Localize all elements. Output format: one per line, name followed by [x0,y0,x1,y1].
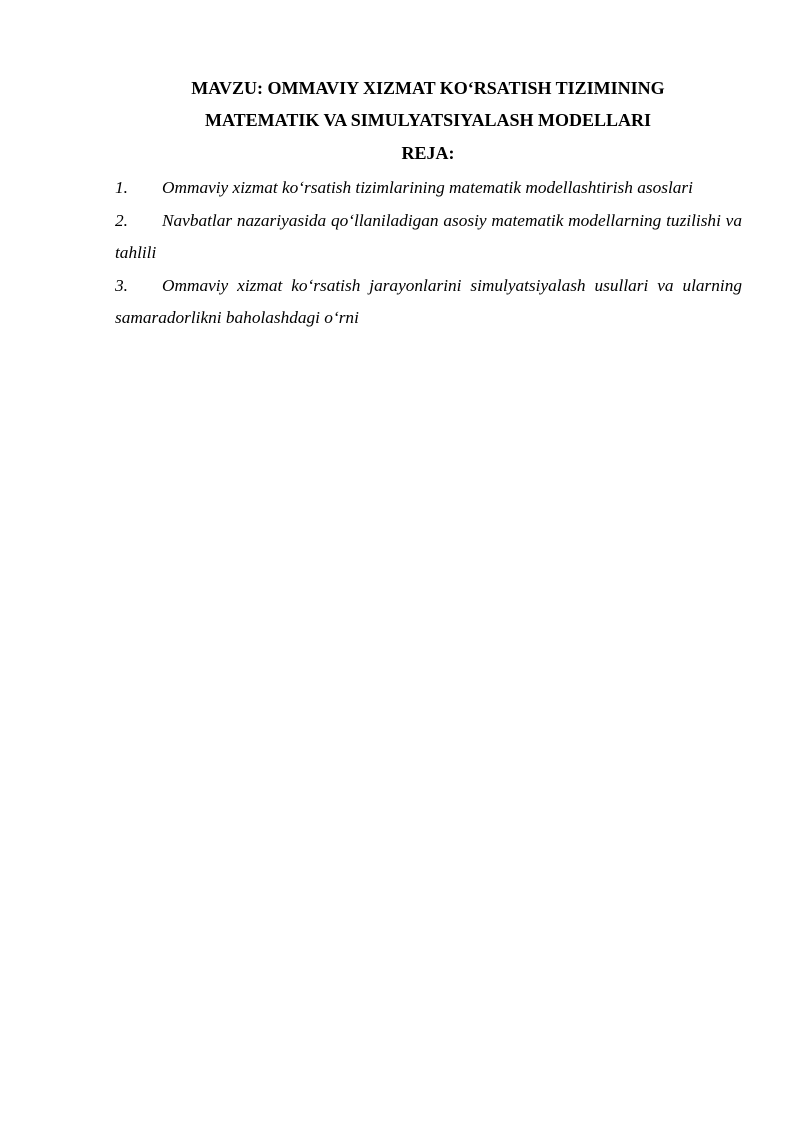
plan-item-number: 2. [115,210,128,230]
plan-item-text: Ommaviy xizmat ko‘rsatish tizimlarining matematik modellashtirish asoslari [162,178,693,197]
plan-item-1 [115,172,742,205]
plan-item-3 [115,270,742,335]
plan-item-text: Navbatlar nazariyasida qo‘llaniladigan asosiy matematik modellarning tuzilishi va tahlili [115,210,742,262]
topic-title-line-2: MATEMATIK VA SIMULYATSIYALASH MODELLARI [205,110,651,130]
plan-item-number: 3. [115,275,128,295]
plan-item-number: 1. [115,178,128,197]
plan-list [115,172,742,335]
plan-heading: REJA: [401,143,455,163]
plan-item-text: Ommaviy xizmat ko‘rsatish jarayonlarini simulyatsiyalash usullari va ularning samaradorlikni baholashdagi o‘rni [115,275,742,327]
topic-title-line-1: MAVZU: OMMAVIY XIZMAT KO‘RSATISH TIZIMINING [191,78,665,98]
plan-item-2 [115,205,742,270]
